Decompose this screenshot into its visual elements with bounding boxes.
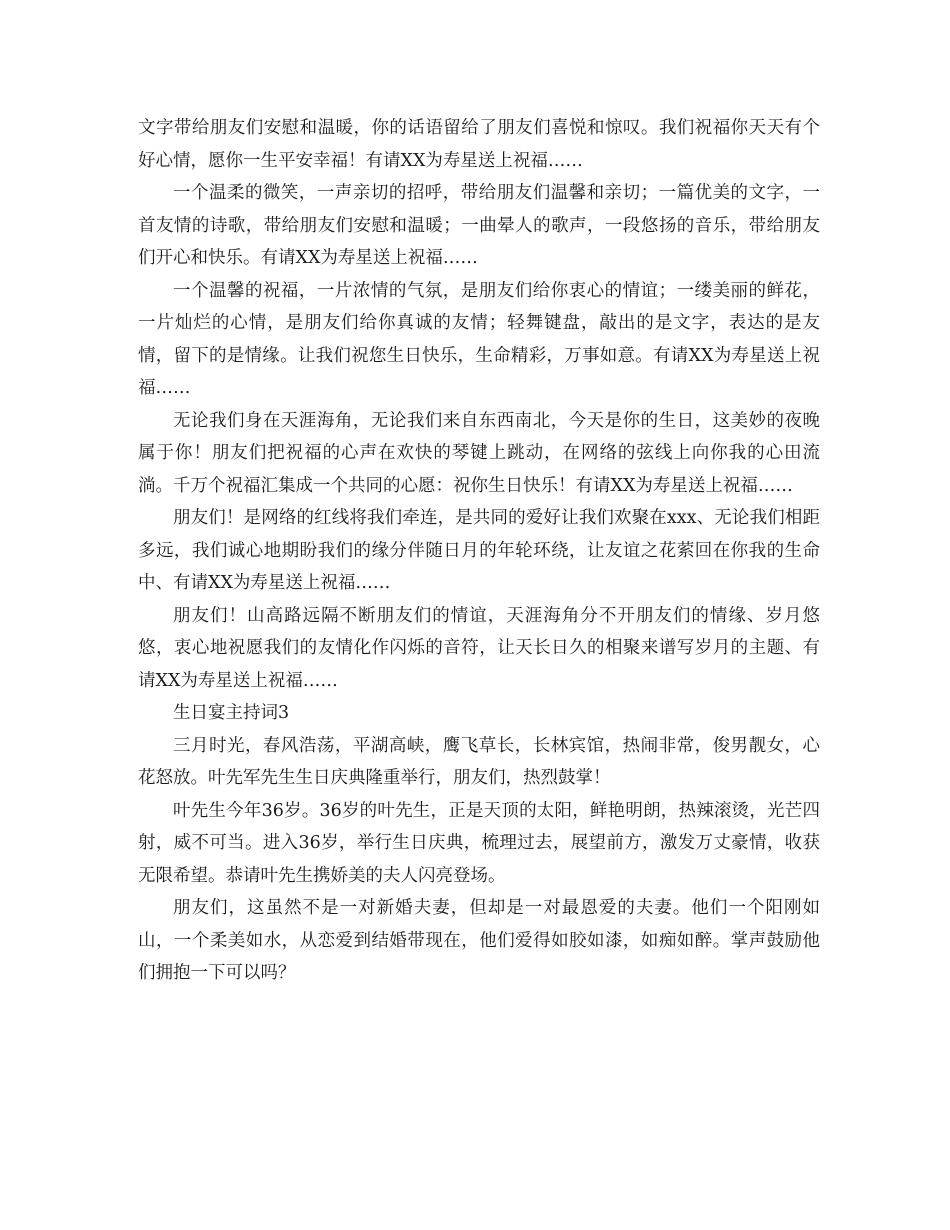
paragraph-1: 文字带给朋友们安慰和温暖，你的话语留给了朋友们喜悦和惊叹。我们祝福你天天有个好心情，愿你一生平安幸福！有请XX为寿星送上祝福…… [138,118,820,171]
paragraph-2: 一个温柔的微笑，一声亲切的招呼，带给朋友们温馨和亲切；一篇优美的文字，一首友情的诗歌，带给朋友们安慰和温暖；一曲晕人的歌声，一段悠扬的音乐，带给朋友们开心和快乐。有请XX为寿星送上祝福…… [138,183,820,268]
paragraph-3: 一个温馨的祝福，一片浓情的气氛，是朋友们给你衷心的情谊；一缕美丽的鲜花，一片灿烂的心情，是朋友们给你真诚的友情；轻舞键盘，敲出的是文字，表达的是友情，留下的是情缘。让我们祝您生日快乐，生命精彩，万事如意。有请XX为寿星送上祝福…… [138,280,820,398]
paragraph-5: 朋友们！是网络的红线将我们牵连，是共同的爱好让我们欢聚在xxx、无论我们相距多远，我们诚心地期盼我们的缘分伴随日月的年轮环绕，让友谊之花萦回在你我的生命中、有请XX为寿星送上祝福…… [138,508,820,593]
section-heading: 生日宴主持词3 [173,703,290,723]
paragraph-6: 朋友们！山高路远隔不断朋友们的情谊，天涯海角分不开朋友们的情缘、岁月悠悠，衷心地祝愿我们的友情化作闪烁的音符，让天长日久的相聚来谱写岁月的主题、有请XX为寿星送上祝福…… [138,605,820,691]
paragraph-7: 三月时光，春风浩荡，平湖高峡，鹰飞草长，长林宾馆，热闹非常，俊男靓女，心花怒放。叶先军先生生日庆典隆重举行，朋友们，热烈鼓掌！ [138,735,820,788]
paragraph-4: 无论我们身在天涯海角，无论我们来自东西南北，今天是你的生日，这美妙的夜晚属于你！朋友们把祝福的心声在欢快的琴键上跳动，在网络的弦线上向你我的心田流淌。千万个祝福汇集成一个共同的心愿：祝你生日快乐！有请XX为寿星送上祝福…… [138,410,820,496]
document-body [138,112,820,990]
paragraph-8: 叶先生今年36岁。36岁的叶先生，正是天顶的太阳，鲜艳明朗，热辣滚烫，光芒四射，威不可当。进入36岁，举行生日庆典，梳理过去，展望前方，激发万丈豪情，收获无限希望。恭请叶先生携娇美的夫人闪亮登场。 [138,800,820,886]
paragraph-9: 朋友们，这虽然不是一对新婚夫妻，但却是一对最恩爱的夫妻。他们一个阳刚如山，一个柔美如水，从恋爱到结婚带现在，他们爱得如胶如漆，如痴如醉。掌声鼓励他们拥抱一下可以吗？ [138,898,820,983]
